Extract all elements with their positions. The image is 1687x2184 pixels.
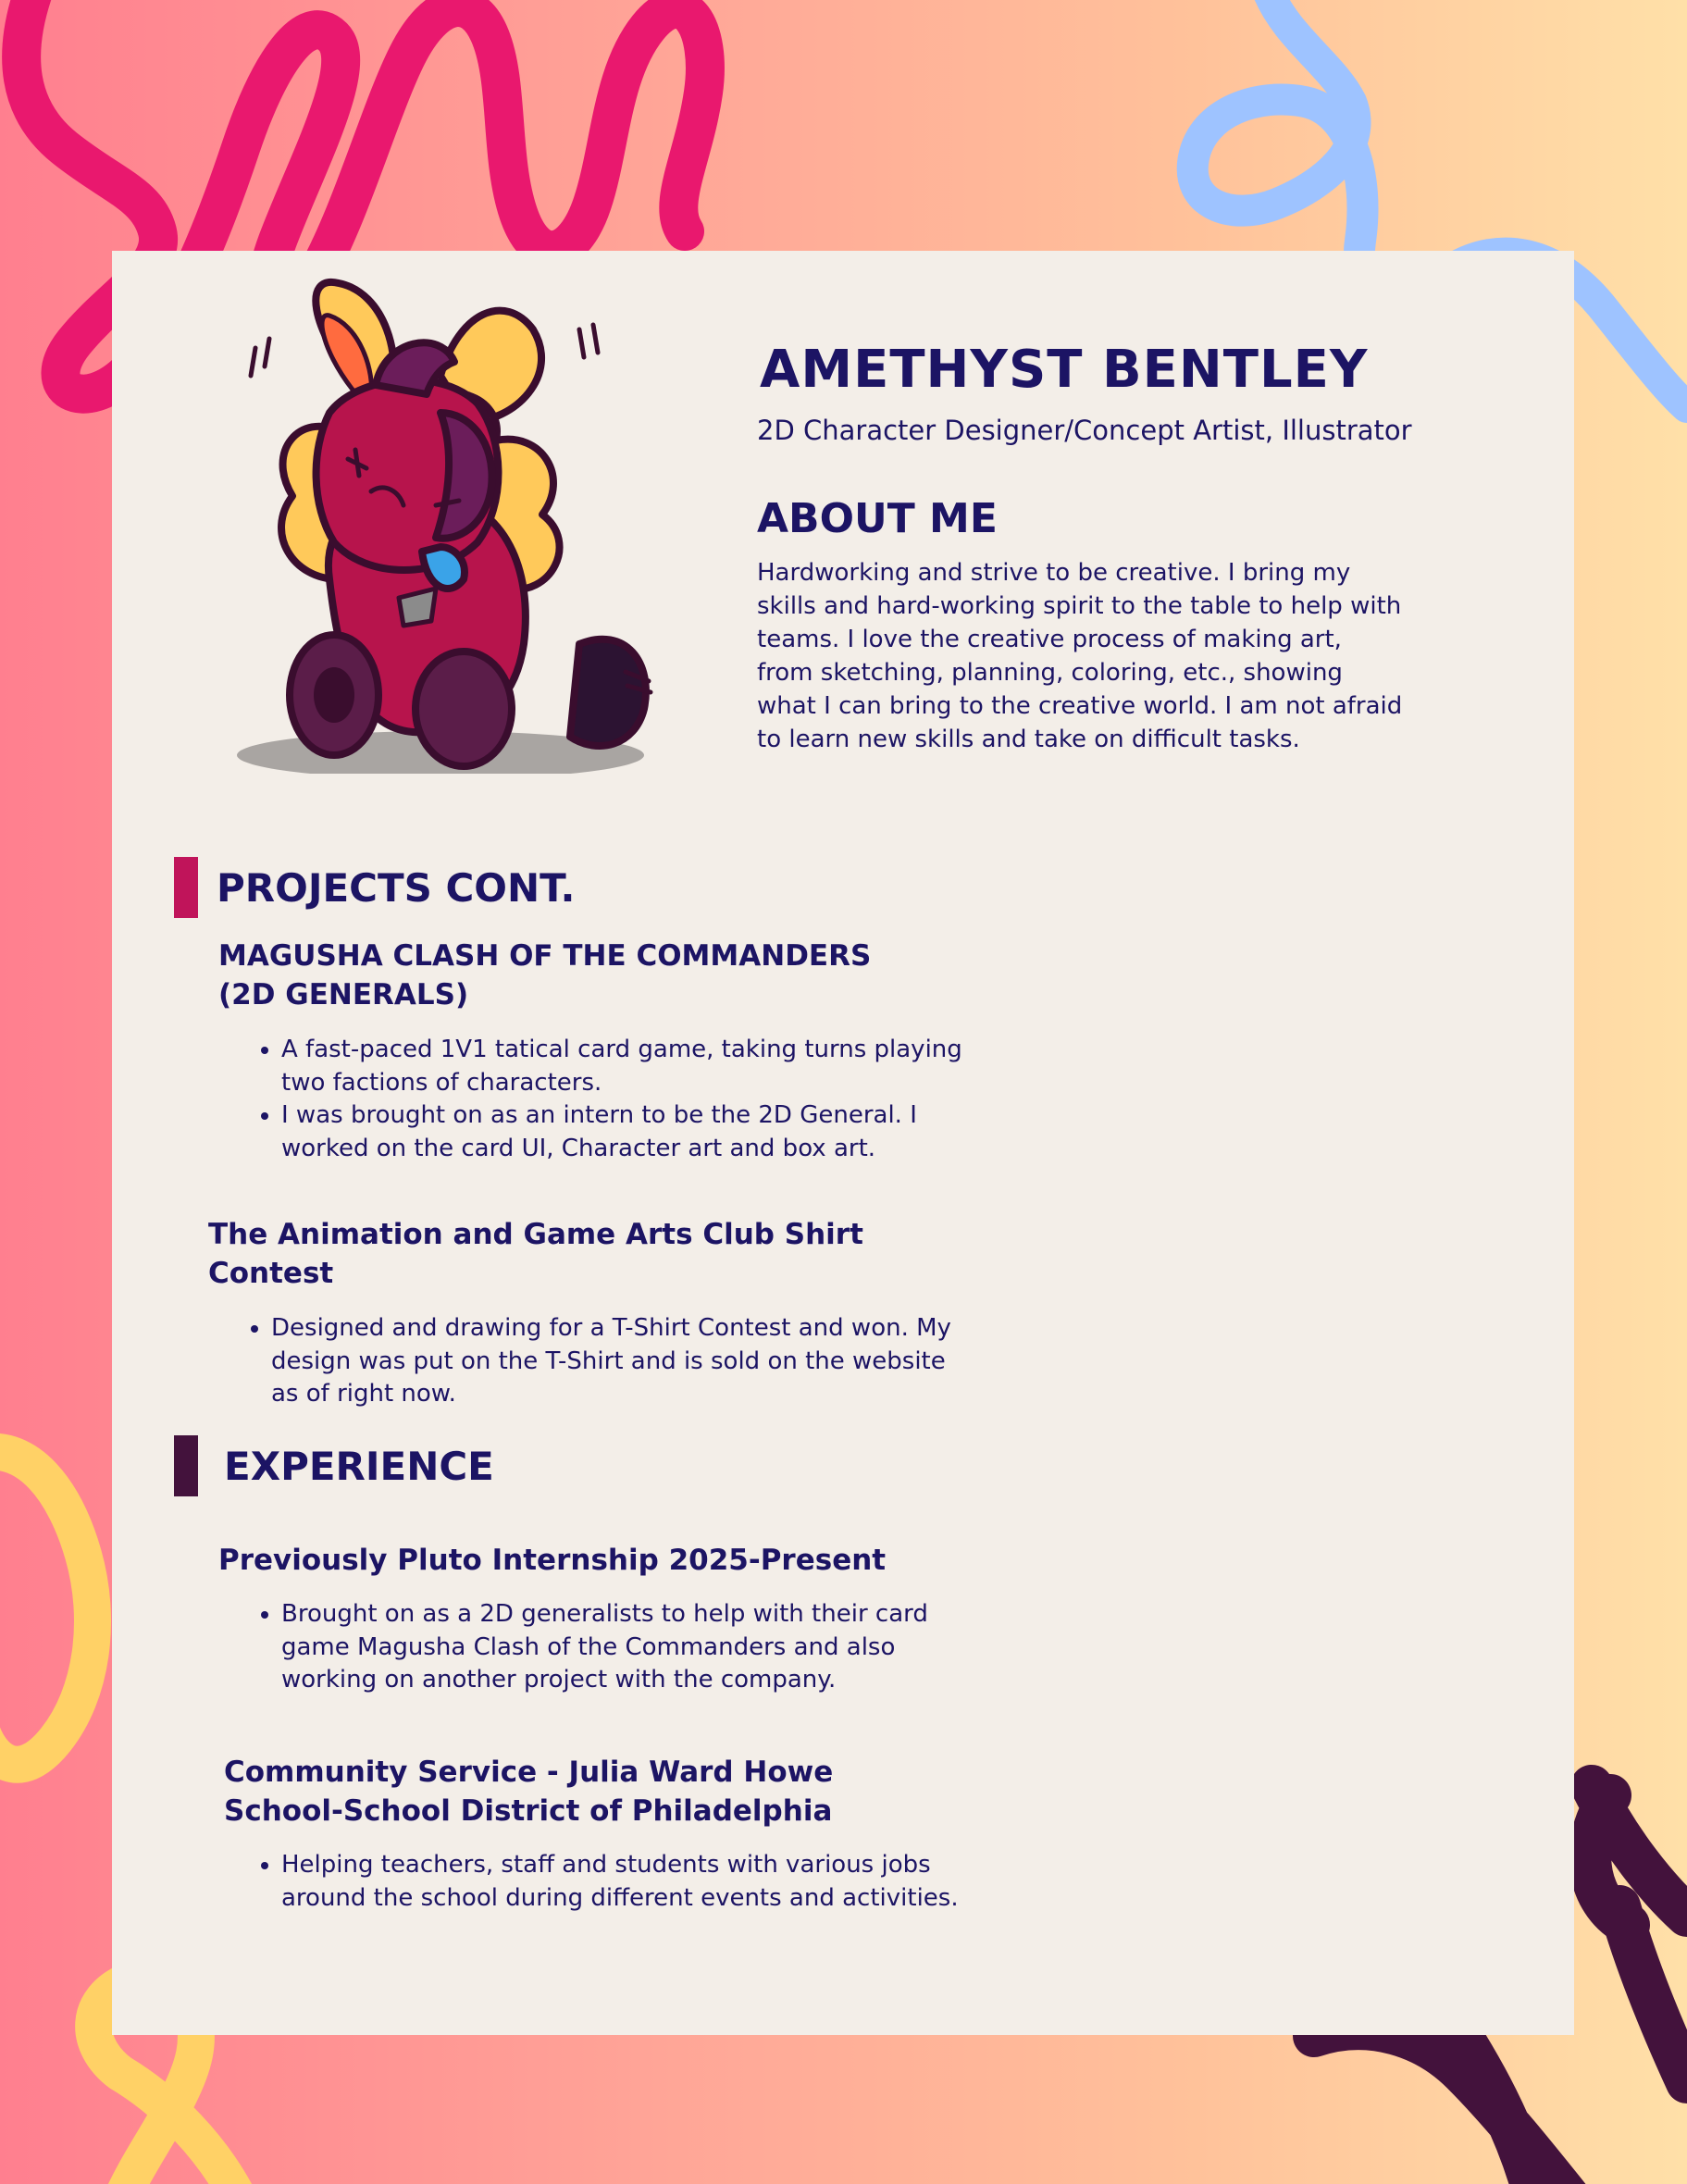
about-title: ABOUT ME	[757, 495, 998, 542]
yellow-squiggle-left	[0, 1452, 93, 1765]
bullet-item: • Designed and drawing for a T-Shirt Contest and won. My design was put on the T-Shirt and is sold on the website as of right now.	[271, 1312, 965, 1411]
project-bullets	[242, 1034, 966, 1165]
experience-bullets	[242, 1598, 966, 1697]
projects-section-bar	[174, 857, 198, 918]
resume-card	[112, 251, 1574, 2035]
about-text: Hardworking and strive to be creative. I bring my skills and hard-working spirit to the table to help with teams. I love the creative process of making art, from sketching, planning, coloring, etc., showing what I can bring to the creative world. I am not afraid to learn new skills and take on difficult tasks.	[757, 559, 1403, 753]
mascot-illustration	[228, 274, 672, 774]
experience-title: Community Service - Julia Ward Howe School-School District of Philadelphia	[224, 1756, 834, 1828]
bullet-item: • Brought on as a 2D generalists to help with their card game Magusha Clash of the Commanders and also working on another project with the company.	[281, 1598, 966, 1697]
applicant-name: AMETHYST BENTLEY	[760, 340, 1369, 400]
bullet-item: • A fast-paced 1V1 tatical card game, taking turns playing two factions of characters.	[281, 1034, 966, 1099]
bullet-item: • Helping teachers, staff and students with various jobs around the school during different events and activities.	[281, 1849, 966, 1915]
experience-section-bar	[174, 1435, 198, 1496]
job-subtitle: 2D Character Designer/Concept Artist, Illustrator	[757, 415, 1412, 446]
projects-section-title: PROJECTS CONT.	[217, 865, 576, 911]
bullet-item: • I was brought on as an intern to be the 2D General. I worked on the card UI, Character art and box art.	[281, 1099, 966, 1165]
experience-title: Previously Pluto Internship 2025-Present	[218, 1544, 887, 1577]
experience-section-title: EXPERIENCE	[224, 1444, 494, 1489]
project-title: The Animation and Game Arts Club Shirt Contest	[208, 1218, 863, 1290]
project-bullets	[232, 1312, 965, 1411]
project-title: MAGUSHA CLASH OF THE COMMANDERS (2D GENERALS)	[218, 939, 872, 1011]
experience-bullets	[242, 1849, 966, 1915]
